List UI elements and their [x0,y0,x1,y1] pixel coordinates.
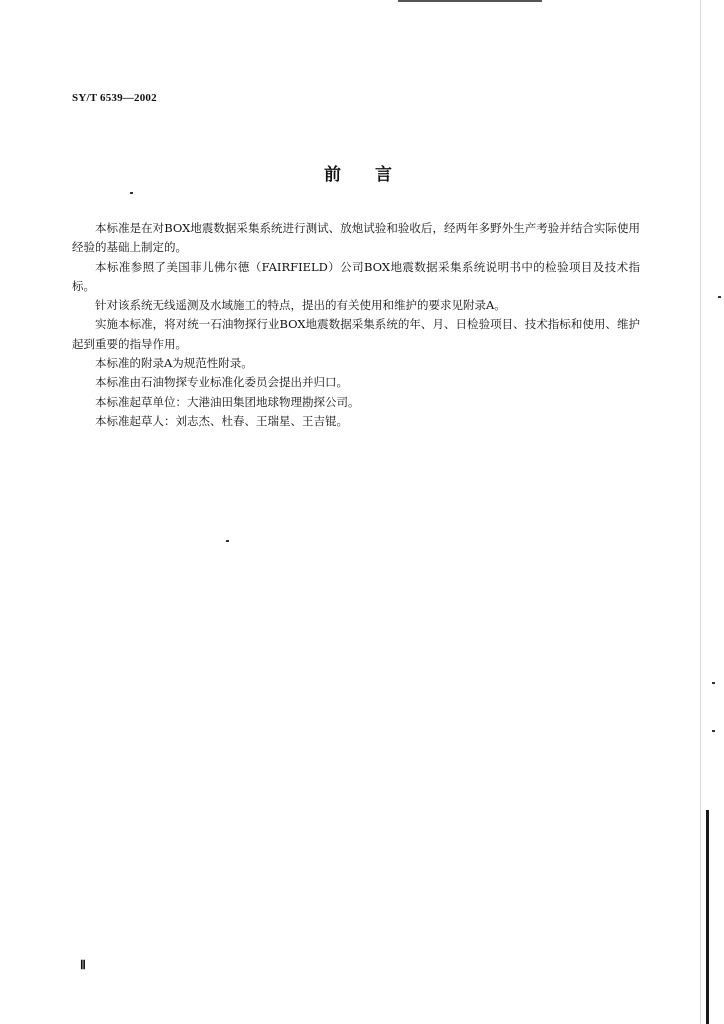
foreword-body [72,219,640,431]
section-title-foreword: 前言 [324,165,426,185]
paragraph-drafters: 本标准起草人：刘志杰、杜春、王瑞星、王吉锟。 [95,413,348,428]
paragraph-reference: 本标准参照了美国菲儿佛尔德（FAIRFIELD）公司BOX地震数据采集系统说明书中的检验项目及技术指标。 [72,259,640,293]
paragraph-basis: 本标准是在对BOX地震数据采集系统进行测试、放炮试验和验收后，经两年多野外生产考验并结合实际使用经验的基础上制定的。 [72,221,640,255]
scan-artifact-dot [718,296,721,298]
paragraph-implementation: 实施本标准，将对统一石油物探行业BOX地震数据采集系统的年、月、日检验项目、技术指标和使用、维护起到重要的指导作用。 [72,317,640,351]
paragraph-appendix: 本标准的附录A为规范性附录。 [95,356,253,371]
scan-artifact-right-edge [700,0,701,1024]
scan-artifact-top-line [398,0,542,2]
scan-artifact-dot [130,192,133,194]
paragraph-drafting-unit: 本标准起草单位：大港油田集团地球物理勘探公司。 [95,394,360,409]
scan-artifact-dot [712,682,715,684]
scan-artifact-dot [226,540,229,542]
paragraph-proposer: 本标准由石油物探专业标准化委员会提出并归口。 [95,375,348,390]
paragraph-wireless: 针对该系统无线遥测及水域施工的特点，提出的有关使用和维护的要求见附录A。 [95,298,506,313]
scan-artifact-dot [712,730,715,732]
page-number: Ⅱ [80,958,86,972]
standard-code: SY/T 6539—2002 [72,92,157,104]
scan-artifact-right-binding [706,810,709,1024]
